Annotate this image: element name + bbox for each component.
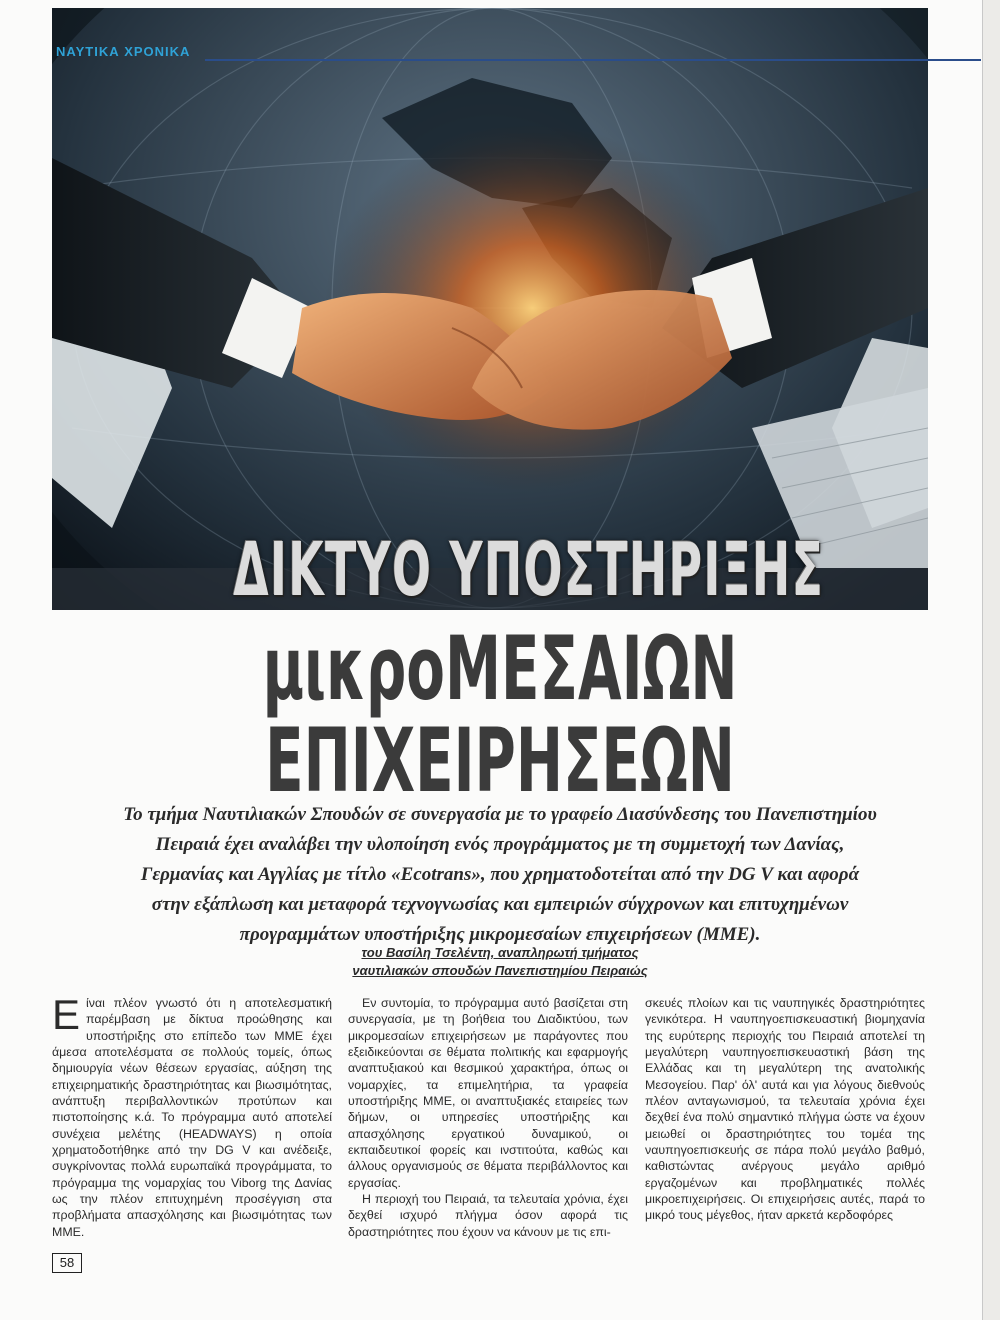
article-column-3 <box>645 995 925 1224</box>
headline-line-1 <box>0 617 1000 720</box>
headline-line-1-text: μικροΜΕΣΑΙΩΝ <box>262 617 738 720</box>
photo-illustration <box>52 8 928 613</box>
hero-banner <box>52 527 928 613</box>
byline-line-2: ναυτιλιακών σπουδών Πανεπιστημίου Πειραιώς <box>352 963 648 978</box>
article-column-1 <box>52 991 332 1240</box>
section-label: ΝΑΥΤΙΚΑ ΧΡΟΝΙΚΑ <box>56 44 191 59</box>
page-number: 58 <box>52 1253 82 1273</box>
lead-paragraph: Το τμήμα Ναυτιλιακών Σπουδών σε συνεργασία με το γραφείο Διασύνδεσης του Πανεπιστημίου Πειραιά έχει αναλάβει την υλοποίηση ενός προγράμματος με τη συμμετοχή των Δανίας, Γερμανίας και Αγγλίας με τίτλο «Ecotrans», που χρηματοδοτείται από την DG V και αφορά στην εξάπλωση και μεταφορά τεχνογνωσίας και εμπειριών σύγχρονων και επιτυχημένων προγραμμάτων υποστήριξης μικρομεσαίων επιχειρήσεων (ΜΜΕ). <box>123 804 877 945</box>
hero-banner-text: ΔΙΚΤΥΟ ΥΠΟΣΤΗΡΙΞΗΣ <box>233 527 825 613</box>
column-3-paragraph: σκευές πλοίων και τις ναυπηγικές δραστηριότητες γενικότερα. Η ναυπηγοεπισκευαστική βιομηχανία της ευρύτερης περιοχής του Πειραιά αποτελεί τη μεγαλύτερη ναυπηγοεπισκευαστική βάση της Ελλάδας και τη μεγαλύτερη της ανατολικής Μεσογείου. Παρ' όλ' αυτά και για λόγους διεθνούς πλέον ανταγωνισμού, τα τελευταία χρόνια έχει δεχθεί ένα πολύ σημαντικό πλήγμα ώστε να έχουν μειωθεί οι δραστηριότητες του τομέα της ναυπηγοεπισκευής σε πάρα πολύ μεγάλο βαθμό, καθιστώντας ανέργους μεγάλο αριθμό εργαζομένων και προβληματικές πολλές μικροεπιχειρήσεις. Οι επιχειρήσεις αυτές, παρά το μικρό τους μέγεθος, ήταν αρκετά κερδοφόρες <box>645 996 925 1223</box>
drop-cap: Ε <box>52 991 81 1038</box>
handshake-globe-photo <box>52 8 928 613</box>
byline-line-1: του Βασίλη Τσελέντη, αναπληρωτή τμήματος <box>361 945 639 960</box>
header-rule <box>205 59 981 61</box>
article-column-2 <box>348 995 628 1240</box>
column-1-paragraph: ίναι πλέον γνωστό ότι η αποτελεσματική παρέμβαση με δίκτυα προώθησης και υποστήριξης στο επίπεδο των ΜΜΕ έχει άμεσα αποτελέσματα σε πολλούς τομείς, όπως δημιουργία νέων θέσεων εργασίας, αύξηση της επιχειρηματικής δραστηριότητας και βιωσιμότητας, ανάπτυξη περιβαλλοντικών προτύπων και πιστοποίησης κ.ά. Το πρόγραμμα αυτό αποτελεί συνέχεια μελέτης (HEADWAYS) η οποία χρηματοδοτήθηκε από την DG V και ανέδειξε, συγκρίνοντας πολλά ευρωπαϊκά προγράμματα, το πρόγραμμα της νομαρχίας του Viborg της Δανίας ως την πλέον επιτυχημένη προσέγγιση στα προβλήματα απασχόλησης και βιωσιμότητας των ΜΜΕ. <box>52 996 332 1239</box>
headline-line-2 <box>0 709 1000 812</box>
headline-line-2-text: ΕΠΙΧΕΙΡΗΣΕΩΝ <box>265 709 735 812</box>
column-2-paragraph-1: Εν συντομία, το πρόγραμμα αυτό βασίζεται στη συνεργασία, με τη βοήθεια του Διαδικτύου, των μικρομεσαίων επιχειρήσεων με παράγοντες που εξειδικεύονται σε θέματα πολιτικής και εφαρμογής αναπτυξιακού και θεσμικού χαρακτήρα, όπως οι νομαρχίες, τα επιμελητήρια, τα γραφεία υποστήριξης ΜΜΕ, οι αναπτυξιακές εταιρείες των δήμων, οι υπηρεσίες υποστήριξης και απασχόλησης εργατικού δυναμικού, οι εκπαιδευτικοί φορείς και ινστιτούτα, καθώς και άλλους οργανισμούς σε θέματα περιβάλλοντος και εργασίας. <box>348 996 628 1190</box>
column-2-paragraph-2: Η περιοχή του Πειραιά, τα τελευταία χρόνια, έχει δεχθεί ισχυρό πλήγμα όσον αφορά τις δραστηριότητες που έχουν να κάνουν με τις επι- <box>348 1192 628 1239</box>
